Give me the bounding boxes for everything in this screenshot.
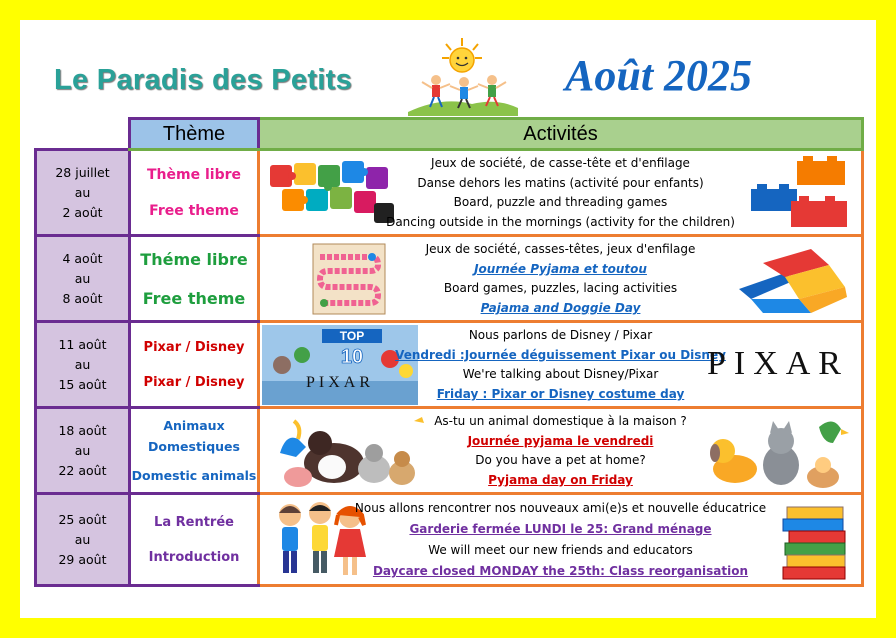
week-theme: Animaux Domestiques Domestic animals (130, 408, 259, 494)
3d-puzzle-icon (733, 243, 851, 317)
week-dates: 11 août au 15 août (36, 322, 130, 408)
week-activities: Jeux de société, casses-têtes, jeux d'enfilage Journée Pyjama et toutou Board games, puzzles, lacing activities Pajama and Doggie Day (259, 236, 863, 322)
week-activities: As-tu un animal domestique à la maison ? Journée pyjama le vendredi Do you have a pet at home? Pyjama day on Friday (259, 408, 863, 494)
schedule-table (34, 117, 864, 587)
pixar-logo-icon: PIXAR (706, 345, 849, 382)
week-theme: Thème libre Free theme (130, 150, 259, 236)
week-activities: Jeux de société, de casse-tête et d'enfilage Danse dehors les matins (activité pour enfants) Board, puzzle and threading games Dancing outside in the mornings (activity for the children) (259, 150, 863, 236)
svg-text:10: 10 (340, 346, 364, 368)
month-title: Août 2025 (565, 51, 753, 100)
week-activities: Nous allons rencontrer nos nouveaux ami(e)s et nouvelle éducatrice Garderie fermée LUNDI le 25: Grand ménage We will meet our new friends and educators Daycare closed MONDAY the 25th: Class reorganisation (259, 494, 863, 586)
book-stack-icon (781, 501, 849, 581)
week-dates: 28 juillet au 2 août (36, 150, 130, 236)
theme-column-header: Thème (130, 119, 259, 150)
cartoon-pets-icon (701, 413, 851, 491)
week-dates: 4 août au 8 août (36, 236, 130, 322)
week-theme: Théme libre Free theme (130, 236, 259, 322)
week-row (36, 236, 863, 322)
week-theme: Pixar / Disney Pixar / Disney (130, 322, 259, 408)
svg-text:PIXAR: PIXAR (305, 374, 375, 391)
week-activities: TOP 10 PIXAR Nous parlons de Disney / Pixar Vendredi :Journée déguissement Pixar ou Disney We're talking about Disney/Pixar Friday : Pixar or Disney costume day PIXAR (259, 322, 863, 408)
sun-kids-icon (402, 34, 522, 116)
week-row (36, 322, 863, 408)
week-theme: La Rentrée Introduction (130, 494, 259, 586)
lego-bricks-icon (749, 155, 851, 231)
activities-column-header: Activités (259, 119, 863, 150)
week-row (36, 408, 863, 494)
page-title: Le Paradis des Petits (54, 64, 353, 96)
week-row (36, 150, 863, 236)
week-dates: 25 août au 29 août (36, 494, 130, 586)
svg-text:TOP: TOP (339, 329, 365, 343)
calendar-page (20, 20, 876, 618)
week-row (36, 494, 863, 586)
week-dates: 18 août au 22 août (36, 408, 130, 494)
table-header-row (36, 119, 863, 150)
